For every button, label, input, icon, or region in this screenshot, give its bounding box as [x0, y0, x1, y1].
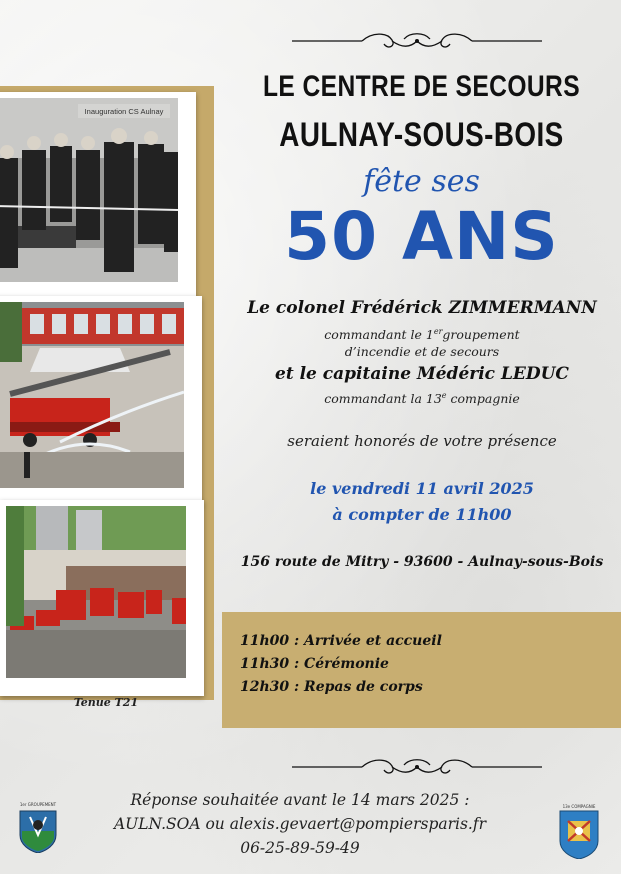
rsvp-phone: 06-25-89-59-49	[240, 839, 360, 857]
host1-role-line2: d’incendie et de secours	[344, 344, 500, 359]
date-line1: le vendredi 11 avril 2025	[310, 479, 534, 498]
host2-name: et le capitaine Médéric LEDUC	[275, 364, 569, 384]
photo-inauguration-sign: Inauguration CS Aulnay	[84, 107, 164, 116]
bottom-ornament	[292, 756, 542, 778]
title-line2: AULNAY-SOUS-BOIS	[279, 116, 564, 154]
host1-name: Le colonel Frédérick ZIMMERMANN	[247, 298, 597, 318]
program-item: 11h30 : Cérémonie	[240, 656, 389, 672]
program-list	[240, 630, 442, 699]
host2-role: commandant la 13e compagnie	[324, 391, 520, 407]
program-item: 12h30 : Repas de corps	[240, 679, 423, 695]
top-ornament	[292, 30, 542, 52]
address: 156 route de Mitry - 93600 - Aulnay-sous-Bois	[240, 554, 604, 570]
groupement-badge-label: 1er GROUPEMENT	[19, 802, 57, 807]
groupement-badge	[18, 802, 58, 857]
date-line2: à compter de 11h00	[332, 505, 512, 524]
groupement-crest-icon	[18, 807, 58, 853]
host1-role-line1: commandant le 1ergroupement	[324, 327, 520, 343]
photo-caption: Tenue T21	[73, 696, 139, 709]
photo-ladder-truck	[0, 296, 202, 506]
fete-ses-script: fête ses	[363, 164, 480, 199]
program-item: 11h00 : Arrivée et accueil	[240, 633, 442, 649]
title-line1: LE CENTRE DE SECOURS	[262, 70, 581, 103]
photo-station-aerial	[0, 500, 204, 696]
compagnie-badge	[558, 804, 600, 863]
rsvp-contact: AULN.SOA ou alexis.gevaert@pompiersparis.fr	[113, 815, 486, 833]
compagnie-crest-icon	[558, 809, 600, 859]
honor-text: seraient honorés de votre présence	[287, 432, 557, 450]
rsvp-deadline: Réponse souhaitée avant le 14 mars 2025 :	[130, 791, 470, 809]
compagnie-badge-label: 13e COMPAGNIE	[562, 804, 596, 809]
rsvp-block	[80, 788, 520, 860]
anniversary-headline: 50 ANS	[284, 198, 559, 275]
photo-inauguration	[0, 92, 196, 300]
